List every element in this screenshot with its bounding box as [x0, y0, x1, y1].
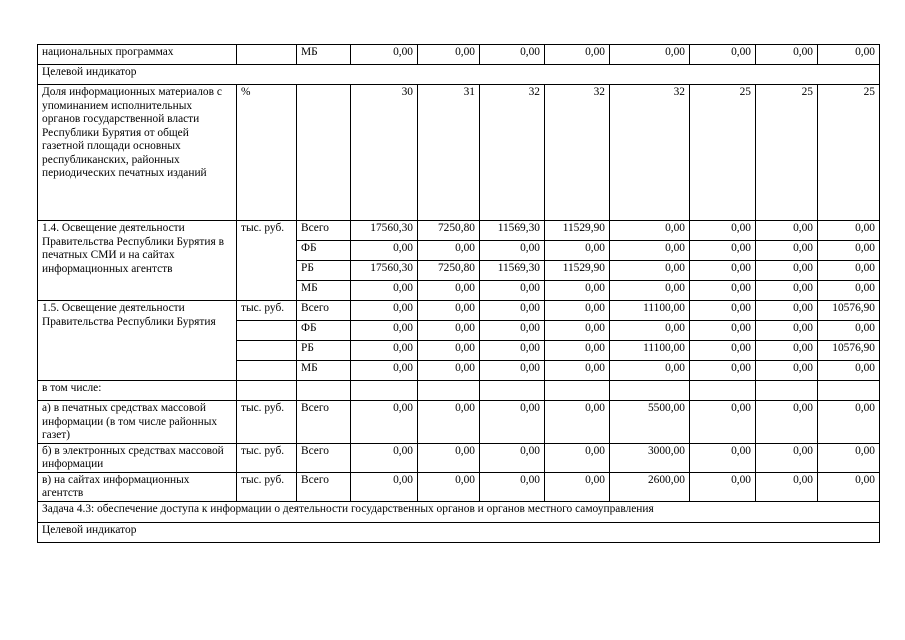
value-cell: 0,00 — [610, 361, 690, 381]
table-row — [38, 301, 880, 321]
value-cell: 0,00 — [690, 301, 756, 321]
value-cell: 0,00 — [690, 221, 756, 241]
table-row — [38, 472, 880, 501]
section-heading: Целевой индикатор — [38, 522, 880, 542]
value-cell: 0,00 — [756, 221, 818, 241]
value-cell — [418, 381, 480, 401]
table-row — [38, 65, 880, 85]
budget-table — [37, 44, 880, 543]
value-cell: 0,00 — [756, 341, 818, 361]
value-cell: 0,00 — [690, 361, 756, 381]
table-row — [38, 401, 880, 444]
row-name: б) в электронных средствах массовой информации — [38, 443, 237, 472]
row-name: в том числе: — [38, 381, 237, 401]
value-cell: 0,00 — [351, 361, 418, 381]
value-cell: 0,00 — [690, 443, 756, 472]
value-cell: 0,00 — [545, 443, 610, 472]
value-cell: 11529,90 — [545, 261, 610, 281]
value-cell: 2600,00 — [610, 472, 690, 501]
value-cell: 0,00 — [351, 281, 418, 301]
value-cell: 0,00 — [610, 241, 690, 261]
value-cell: 0,00 — [418, 241, 480, 261]
table-row — [38, 221, 880, 241]
value-cell: 0,00 — [610, 261, 690, 281]
value-cell: 0,00 — [756, 443, 818, 472]
unit-cell: % — [237, 85, 297, 221]
value-cell — [545, 381, 610, 401]
unit-cell — [237, 381, 297, 401]
value-cell: 0,00 — [545, 472, 610, 501]
source-cell: МБ — [297, 45, 351, 65]
value-cell: 0,00 — [480, 361, 545, 381]
value-cell — [690, 381, 756, 401]
value-cell: 0,00 — [418, 401, 480, 444]
value-cell: 0,00 — [756, 301, 818, 321]
value-cell: 0,00 — [418, 281, 480, 301]
value-cell: 25 — [690, 85, 756, 221]
value-cell: 0,00 — [690, 281, 756, 301]
value-cell — [351, 381, 418, 401]
value-cell: 0,00 — [818, 221, 880, 241]
value-cell: 0,00 — [756, 261, 818, 281]
value-cell — [480, 381, 545, 401]
table-row — [38, 443, 880, 472]
value-cell: 17560,30 — [351, 221, 418, 241]
value-cell: 0,00 — [418, 472, 480, 501]
value-cell: 0,00 — [756, 241, 818, 261]
value-cell: 0,00 — [480, 301, 545, 321]
row-name: 1.5. Освещение деятельности Правительства Республики Бурятия — [38, 301, 237, 381]
value-cell: 0,00 — [545, 301, 610, 321]
value-cell: 0,00 — [690, 45, 756, 65]
table-row — [38, 381, 880, 401]
row-name: в) на сайтах информационных агентств — [38, 472, 237, 501]
value-cell: 0,00 — [545, 361, 610, 381]
row-name: Доля информационных материалов с упоминанием исполнительных органов государственной власти Республики Бурятия от общей газетной площади основных республиканских, районных периодических печатных изданий — [38, 85, 237, 221]
value-cell: 0,00 — [351, 443, 418, 472]
value-cell: 0,00 — [818, 472, 880, 501]
value-cell: 11100,00 — [610, 301, 690, 321]
source-cell: Всего — [297, 401, 351, 444]
value-cell: 0,00 — [818, 281, 880, 301]
source-cell: РБ — [297, 261, 351, 281]
value-cell: 11100,00 — [610, 341, 690, 361]
value-cell: 32 — [545, 85, 610, 221]
value-cell: 0,00 — [818, 401, 880, 444]
value-cell: 0,00 — [418, 321, 480, 341]
source-cell: ФБ — [297, 321, 351, 341]
value-cell: 25 — [818, 85, 880, 221]
value-cell: 0,00 — [545, 45, 610, 65]
value-cell: 0,00 — [690, 401, 756, 444]
value-cell: 31 — [418, 85, 480, 221]
unit-cell — [237, 341, 297, 361]
source-cell: Всего — [297, 301, 351, 321]
task-heading: Задача 4.3: обеспечение доступа к информации о деятельности государственных органов и органов местного самоуправления — [38, 501, 880, 522]
value-cell: 0,00 — [480, 281, 545, 301]
value-cell: 0,00 — [690, 261, 756, 281]
value-cell: 7250,80 — [418, 221, 480, 241]
value-cell — [610, 381, 690, 401]
value-cell: 0,00 — [480, 241, 545, 261]
value-cell: 0,00 — [351, 241, 418, 261]
source-cell — [297, 381, 351, 401]
value-cell: 0,00 — [818, 361, 880, 381]
table-row — [38, 522, 880, 542]
unit-cell: тыс. руб. — [237, 301, 297, 321]
value-cell: 0,00 — [756, 361, 818, 381]
value-cell: 0,00 — [545, 341, 610, 361]
value-cell: 0,00 — [690, 341, 756, 361]
value-cell: 0,00 — [351, 321, 418, 341]
value-cell: 0,00 — [690, 241, 756, 261]
value-cell: 0,00 — [818, 45, 880, 65]
value-cell: 0,00 — [545, 401, 610, 444]
source-cell: Всего — [297, 443, 351, 472]
section-heading: Целевой индикатор — [38, 65, 880, 85]
value-cell: 7250,80 — [418, 261, 480, 281]
value-cell: 0,00 — [351, 45, 418, 65]
table-row — [38, 501, 880, 522]
value-cell: 0,00 — [480, 443, 545, 472]
source-cell: МБ — [297, 361, 351, 381]
value-cell: 0,00 — [818, 261, 880, 281]
value-cell: 0,00 — [818, 321, 880, 341]
source-cell: Всего — [297, 472, 351, 501]
value-cell: 0,00 — [480, 401, 545, 444]
value-cell: 0,00 — [545, 241, 610, 261]
value-cell: 0,00 — [610, 281, 690, 301]
source-cell: РБ — [297, 341, 351, 361]
value-cell: 0,00 — [480, 341, 545, 361]
value-cell: 0,00 — [545, 321, 610, 341]
value-cell: 10576,90 — [818, 301, 880, 321]
value-cell: 32 — [610, 85, 690, 221]
unit-cell: тыс. руб. — [237, 221, 297, 301]
unit-cell — [237, 321, 297, 341]
unit-cell — [237, 45, 297, 65]
row-name: 1.4. Освещение деятельности Правительства Республики Бурятия в печатных СМИ и на сайтах информационных агентств — [38, 221, 237, 301]
value-cell: 0,00 — [351, 301, 418, 321]
value-cell: 0,00 — [756, 472, 818, 501]
value-cell: 0,00 — [690, 472, 756, 501]
value-cell: 0,00 — [690, 321, 756, 341]
value-cell: 0,00 — [351, 341, 418, 361]
table-row — [38, 45, 880, 65]
value-cell: 32 — [480, 85, 545, 221]
value-cell: 0,00 — [418, 443, 480, 472]
value-cell: 0,00 — [418, 45, 480, 65]
value-cell: 11569,30 — [480, 261, 545, 281]
value-cell: 0,00 — [418, 361, 480, 381]
value-cell — [818, 381, 880, 401]
value-cell: 5500,00 — [610, 401, 690, 444]
value-cell — [756, 381, 818, 401]
source-cell: Всего — [297, 221, 351, 241]
value-cell: 0,00 — [756, 281, 818, 301]
table-row — [38, 85, 880, 221]
value-cell: 0,00 — [756, 401, 818, 444]
value-cell: 0,00 — [480, 472, 545, 501]
value-cell: 0,00 — [351, 401, 418, 444]
value-cell: 30 — [351, 85, 418, 221]
value-cell: 17560,30 — [351, 261, 418, 281]
value-cell: 3000,00 — [610, 443, 690, 472]
value-cell: 11569,30 — [480, 221, 545, 241]
value-cell: 0,00 — [351, 472, 418, 501]
row-name: а) в печатных средствах массовой информации (в том числе районных газет) — [38, 401, 237, 444]
value-cell: 0,00 — [818, 443, 880, 472]
value-cell: 10576,90 — [818, 341, 880, 361]
row-name: национальных программах — [38, 45, 237, 65]
unit-cell — [237, 361, 297, 381]
unit-cell: тыс. руб. — [237, 443, 297, 472]
unit-cell: тыс. руб. — [237, 401, 297, 444]
value-cell: 0,00 — [480, 45, 545, 65]
value-cell: 0,00 — [610, 321, 690, 341]
value-cell: 0,00 — [480, 321, 545, 341]
value-cell: 0,00 — [756, 45, 818, 65]
source-cell — [297, 85, 351, 221]
value-cell: 11529,90 — [545, 221, 610, 241]
value-cell: 0,00 — [418, 301, 480, 321]
source-cell: МБ — [297, 281, 351, 301]
source-cell: ФБ — [297, 241, 351, 261]
unit-cell: тыс. руб. — [237, 472, 297, 501]
value-cell: 0,00 — [756, 321, 818, 341]
value-cell: 0,00 — [418, 341, 480, 361]
value-cell: 0,00 — [545, 281, 610, 301]
value-cell: 0,00 — [818, 241, 880, 261]
value-cell: 25 — [756, 85, 818, 221]
value-cell: 0,00 — [610, 221, 690, 241]
value-cell: 0,00 — [610, 45, 690, 65]
